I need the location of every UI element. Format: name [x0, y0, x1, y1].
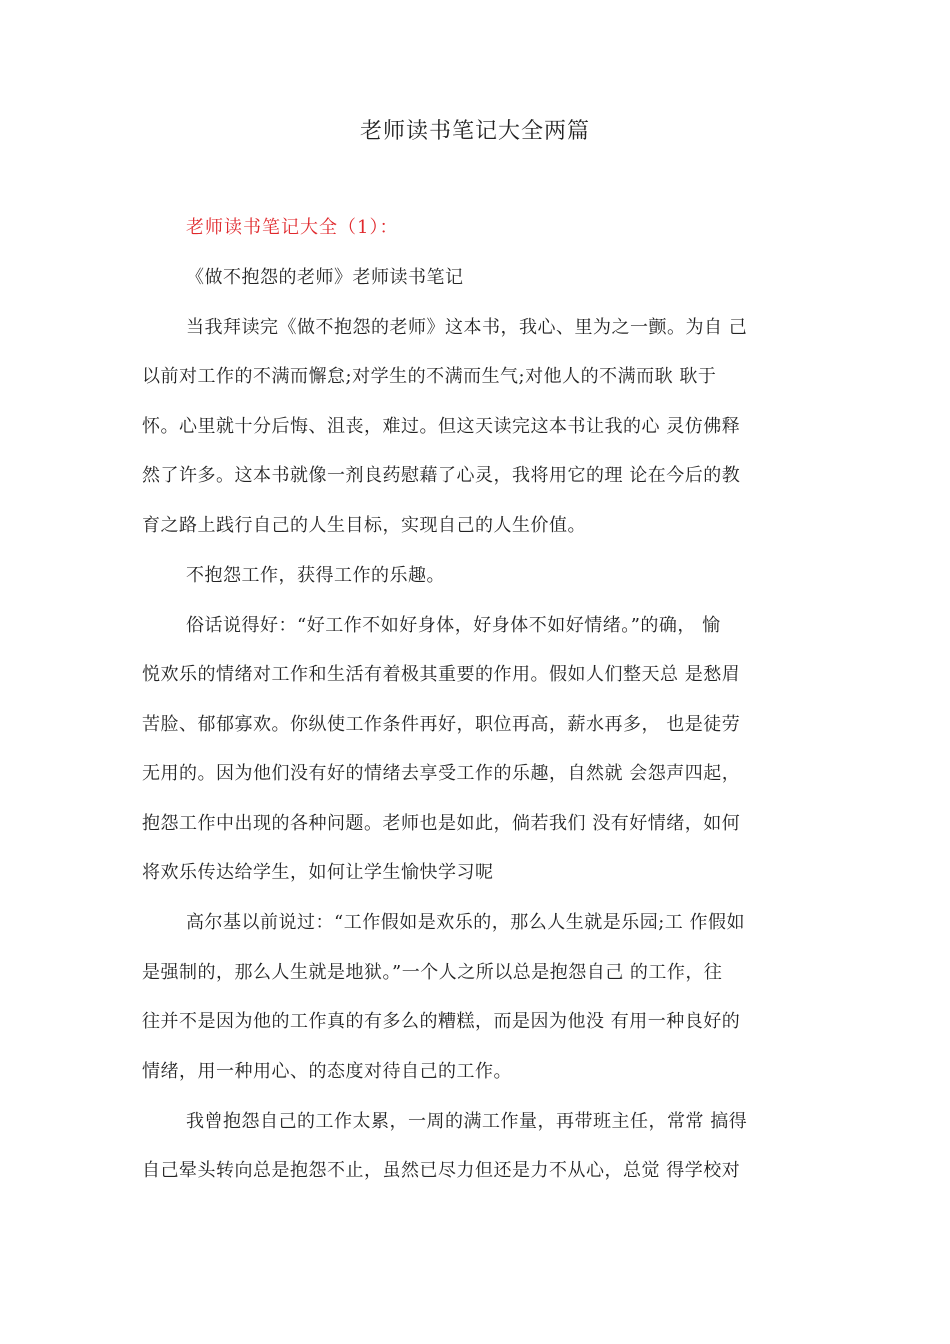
- paragraph-line: 往并不是因为他的工作真的有多么的糟糕，而是因为他没 有用一种良好的: [142, 1011, 741, 1032]
- paragraph-line: 育之路上践行自己的人生目标，实现自己的人生价值。: [142, 515, 586, 536]
- paragraph-line: 苦脸、郁郁寡欢。你纵使工作条件再好，职位再高，薪水再多， 也是徒劳: [142, 714, 741, 735]
- book-title-line: 《做不抱怨的老师》老师读书笔记: [186, 267, 464, 288]
- paragraph-line: 我曾抱怨自己的工作太累，一周的满工作量，再带班主任，常常 搞得: [186, 1111, 748, 1132]
- paragraph-line: 以前对工作的不满而懈怠;对学生的不满而生气;对他人的不满而耿 耿于: [142, 366, 717, 387]
- paragraph-line: 是强制的，那么人生就是地狱。”一个人之所以总是抱怨自己 的工作，往: [142, 962, 723, 983]
- paragraph-line: 当我拜读完《做不抱怨的老师》这本书，我心、里为之一颤。为自 己: [186, 317, 748, 338]
- paragraph-line: 怀。心里就十分后悔、沮丧，难过。但这天读完这本书让我的心 灵仿佛释: [142, 416, 741, 437]
- paragraph-line: 自己晕头转向总是抱怨不止，虽然已尽力但还是力不从心，总觉 得学校对: [142, 1160, 741, 1181]
- paragraph-line: 然了许多。这本书就像一剂良药慰藉了心灵，我将用它的理 论在今后的教: [142, 465, 741, 486]
- paragraph-line: 无用的。因为他们没有好的情绪去享受工作的乐趣，自然就 会怨声四起，: [142, 763, 741, 784]
- paragraph-line: 高尔基以前说过：“工作假如是欢乐的，那么人生就是乐园;工 作假如: [186, 912, 745, 933]
- section-heading: 老师读书笔记大全（1）：: [186, 217, 399, 238]
- paragraph-line: 将欢乐传达给学生，如何让学生愉快学习呢: [142, 862, 494, 883]
- paragraph-line: 悦欢乐的情绪对工作和生活有着极其重要的作用。假如人们整天总 是愁眉: [142, 664, 741, 685]
- paragraph-line: 俗话说得好：“好工作不如好身体，好身体不如好情绪。”的确， 愉: [186, 615, 721, 636]
- paragraph-line: 情绪，用一种用心、的态度对待自己的工作。: [142, 1061, 512, 1082]
- document-title: 老师读书笔记大全两篇: [359, 119, 590, 144]
- paragraph-line: 抱怨工作中出现的各种问题。老师也是如此，倘若我们 没有好情绪，如何: [142, 813, 741, 834]
- paragraph-line: 不抱怨工作，获得工作的乐趣。: [186, 565, 445, 586]
